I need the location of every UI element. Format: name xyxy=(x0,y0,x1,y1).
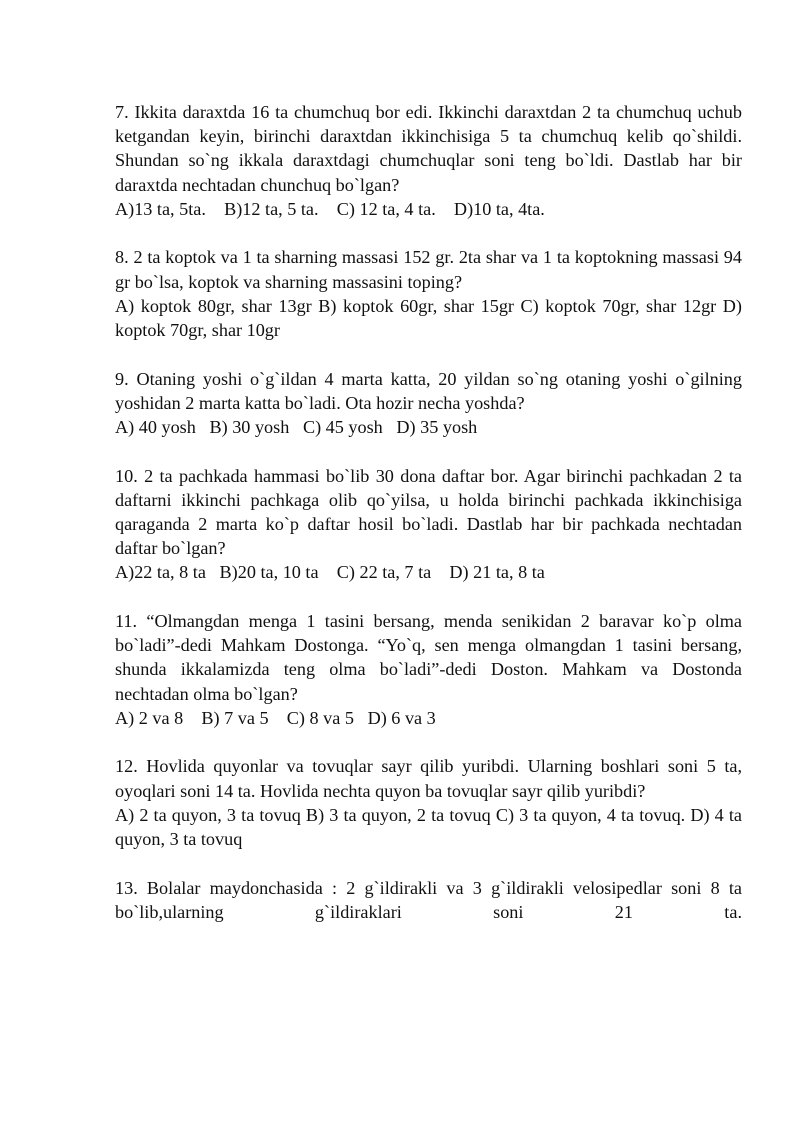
problem-question: 12. Hovlida quyonlar va tovuqlar sayr qilib yuribdi. Ularning boshlari soni 5 ta, oyoqlari soni 14 ta. Hovlida nechta quyon ba tovuqlar sayr qilib yuribdi? xyxy=(115,756,742,801)
problem-10 xyxy=(115,464,742,585)
problem-8 xyxy=(115,245,742,342)
problem-9 xyxy=(115,367,742,440)
problem-question: 8. 2 ta koptok va 1 ta sharning massasi 152 gr. 2ta shar va 1 ta koptokning massasi 94 gr bo`lsa, koptok va sharning massasini toping? xyxy=(115,247,742,292)
problem-answers: A) 2 va 8 B) 7 va 5 C) 8 va 5 D) 6 va 3 xyxy=(115,707,436,728)
problem-answers: A)13 ta, 5ta. B)12 ta, 5 ta. C) 12 ta, 4 ta. D)10 ta, 4ta. xyxy=(115,198,545,219)
problem-12 xyxy=(115,754,742,851)
problem-question: 13. Bolalar maydonchasida : 2 g`ildirakli va 3 g`ildirakli velosipedlar soni 8 ta bo`lib,ularning g`ildiraklari soni 21 ta. xyxy=(115,877,742,922)
problem-question: 9. Otaning yoshi o`g`ildan 4 marta katta, 20 yildan so`ng otaning yoshi o`gilning yoshidan 2 marta katta bo`ladi. Ota hozir necha yoshda? xyxy=(115,368,742,413)
problem-question: 11. “Olmangdan menga 1 tasini bersang, menda senikidan 2 baravar ko`p olma bo`ladi”-dedi Mahkam Dostonga. “Yo`q, sen menga olmangdan 1 tasini bersang, shunda ikkalamizda teng olma bo`ladi”-dedi Doston. Mahkam va Dostonda nechtadan olma bo`lgan? xyxy=(115,611,742,704)
problem-answers: A) 40 yosh B) 30 yosh C) 45 yosh D) 35 yosh xyxy=(115,417,478,438)
problem-13 xyxy=(115,876,742,924)
problem-11 xyxy=(115,609,742,730)
document-page xyxy=(115,100,742,948)
problem-question: 7. Ikkita daraxtda 16 ta chumchuq bor edi. Ikkinchi daraxtdan 2 ta chumchuq uchub ketgandan keyin, birinchi daraxtdan ikkinchisiga 5 ta chumchuq kelib qo`shildi. Shundan so`ng ikkala daraxtdagi chumchuqlar soni teng bo`ldi. Dastlab har bir daraxtda nechtadan chunchuq bo`lgan? xyxy=(115,102,742,195)
problem-answers: A)22 ta, 8 ta B)20 ta, 10 ta C) 22 ta, 7 ta D) 21 ta, 8 ta xyxy=(115,562,545,583)
problem-question: 10. 2 ta pachkada hammasi bo`lib 30 dona daftar bor. Agar birinchi pachkadan 2 ta daftarni ikkinchi pachkaga olib qo`yilsa, u holda birinchi pachkada ikkinchisiga qaraganda 2 marta ko`p daftar hosil bo`ladi. Dastlab har bir pachkada nechtadan daftar bo`lgan? xyxy=(115,465,742,559)
problem-answers: A) koptok 80gr, shar 13gr B) koptok 60gr, shar 15gr C) koptok 70gr, shar 12gr D) koptok 70gr, shar 10gr xyxy=(115,295,742,341)
problem-7 xyxy=(115,100,742,221)
problem-answers: A) 2 ta quyon, 3 ta tovuq B) 3 ta quyon, 2 ta tovuq C) 3 ta quyon, 4 ta tovuq. D) 4 ta quyon, 3 ta tovuq xyxy=(115,804,742,850)
